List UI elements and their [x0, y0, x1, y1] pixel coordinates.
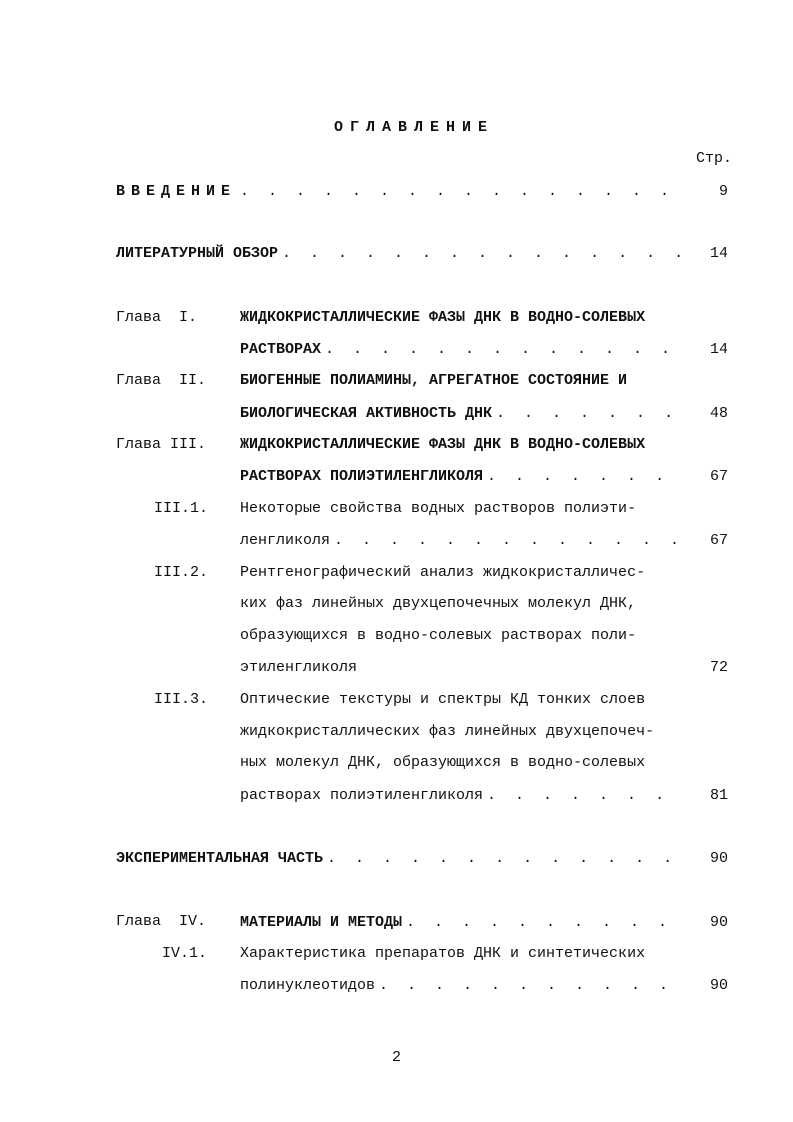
- section-label: III.3.: [154, 691, 209, 708]
- leader-dots: [379, 976, 684, 996]
- toc-entry-literature-review: [116, 244, 728, 264]
- section-title-line: полинуклеотидов: [240, 977, 376, 994]
- toc-entry-section-4-1: [240, 976, 728, 996]
- toc-entry-chapter-4: [240, 913, 728, 933]
- toc-entry-page: 90: [709, 977, 728, 994]
- toc-entry-page: 9: [718, 183, 728, 200]
- toc-entry-text: ВВЕДЕНИЕ: [116, 183, 237, 200]
- toc-entry-introduction: [116, 182, 728, 202]
- toc-entry-section-3-2: [240, 658, 728, 678]
- section-title-line: ленгликоля: [240, 532, 331, 549]
- chapter-label: Глава II.: [116, 372, 207, 389]
- leader-dots: [240, 182, 684, 202]
- toc-entry-section-3-1: [240, 531, 728, 551]
- toc-entry-page: 90: [709, 850, 728, 867]
- toc-entry-page: 67: [709, 532, 728, 549]
- chapter-label: Глава III.: [116, 436, 207, 453]
- chapter-title-line: БИОЛОГИЧЕСКАЯ АКТИВНОСТЬ ДНК: [240, 405, 493, 422]
- section-title-line: жидкокристаллических фаз линейных двухцепочеч-: [240, 723, 655, 740]
- section-title-line: образующихся в водно-солевых растворах поли-: [240, 627, 637, 644]
- toc-entry-chapter-3: [240, 467, 728, 487]
- toc-entry-page: 14: [709, 245, 728, 262]
- leader-dots: [334, 531, 684, 551]
- toc-entry-page: 90: [709, 914, 728, 931]
- toc-entry-text: ЭКСПЕРИМЕНТАЛЬНАЯ ЧАСТЬ: [116, 850, 324, 867]
- toc-title: ОГЛАВЛЕНИЕ: [334, 119, 495, 136]
- chapter-title-line: РАСТВОРАХ: [240, 341, 322, 358]
- toc-entry-page: 14: [709, 341, 728, 358]
- section-title-line: растворах полиэтиленгликоля: [240, 787, 484, 804]
- section-label: III.1.: [154, 500, 209, 517]
- leader-dots: [325, 340, 684, 360]
- chapter-title-line: ЖИДКОКРИСТАЛЛИЧЕСКИЕ ФАЗЫ ДНК В ВОДНО-СОЛЕВЫХ: [240, 436, 646, 453]
- section-title-line: этиленгликоля: [240, 659, 358, 676]
- toc-entry-page: 48: [709, 405, 728, 422]
- toc-entry-page: 81: [709, 787, 728, 804]
- toc-entry-text: ЛИТЕРАТУРНЫЙ ОБЗОР: [116, 245, 279, 262]
- section-title-line: Некоторые свойства водных растворов полиэти-: [240, 500, 637, 517]
- chapter-title-line: БИОГЕННЫЕ ПОЛИАМИНЫ, АГРЕГАТНОЕ СОСТОЯНИЕ И: [240, 372, 628, 389]
- toc-entry-experimental-part: [116, 849, 728, 869]
- leader-dots: [327, 849, 684, 869]
- section-title-line: Характеристика препаратов ДНК и синтетических: [240, 945, 646, 962]
- leader-dots: [282, 244, 684, 264]
- toc-entry-chapter-1: [240, 340, 728, 360]
- toc-entry-chapter-2: [240, 404, 728, 424]
- section-label: III.2.: [154, 564, 209, 581]
- leader-dots: [487, 786, 684, 806]
- toc-entry-page: 67: [709, 468, 728, 485]
- page-number: 2: [391, 1049, 401, 1066]
- leader-dots: [406, 913, 684, 933]
- page-column-header: Стр.: [696, 150, 733, 167]
- section-label: IV.1.: [162, 945, 208, 962]
- section-title-line: ных молекул ДНК, образующихся в водно-солевых: [240, 754, 646, 771]
- section-title-line: Оптические текстуры и спектры КД тонких слоев: [240, 691, 646, 708]
- chapter-title-line: ЖИДКОКРИСТАЛЛИЧЕСКИЕ ФАЗЫ ДНК В ВОДНО-СОЛЕВЫХ: [240, 309, 646, 326]
- chapter-title-line: РАСТВОРАХ ПОЛИЭТИЛЕНГЛИКОЛЯ: [240, 468, 484, 485]
- toc-entry-section-3-3: [240, 786, 728, 806]
- chapter-title-line: МАТЕРИАЛЫ И МЕТОДЫ: [240, 914, 403, 931]
- leader-dots: [487, 467, 684, 487]
- toc-entry-page: 72: [709, 659, 728, 676]
- section-title-line: Рентгенографический анализ жидкокристалличес-: [240, 564, 646, 581]
- chapter-label: Глава I.: [116, 309, 198, 326]
- leader-dots: [496, 404, 684, 424]
- section-title-line: ких фаз линейных двухцепочечных молекул ДНК,: [240, 595, 637, 612]
- chapter-label: Глава IV.: [116, 913, 207, 930]
